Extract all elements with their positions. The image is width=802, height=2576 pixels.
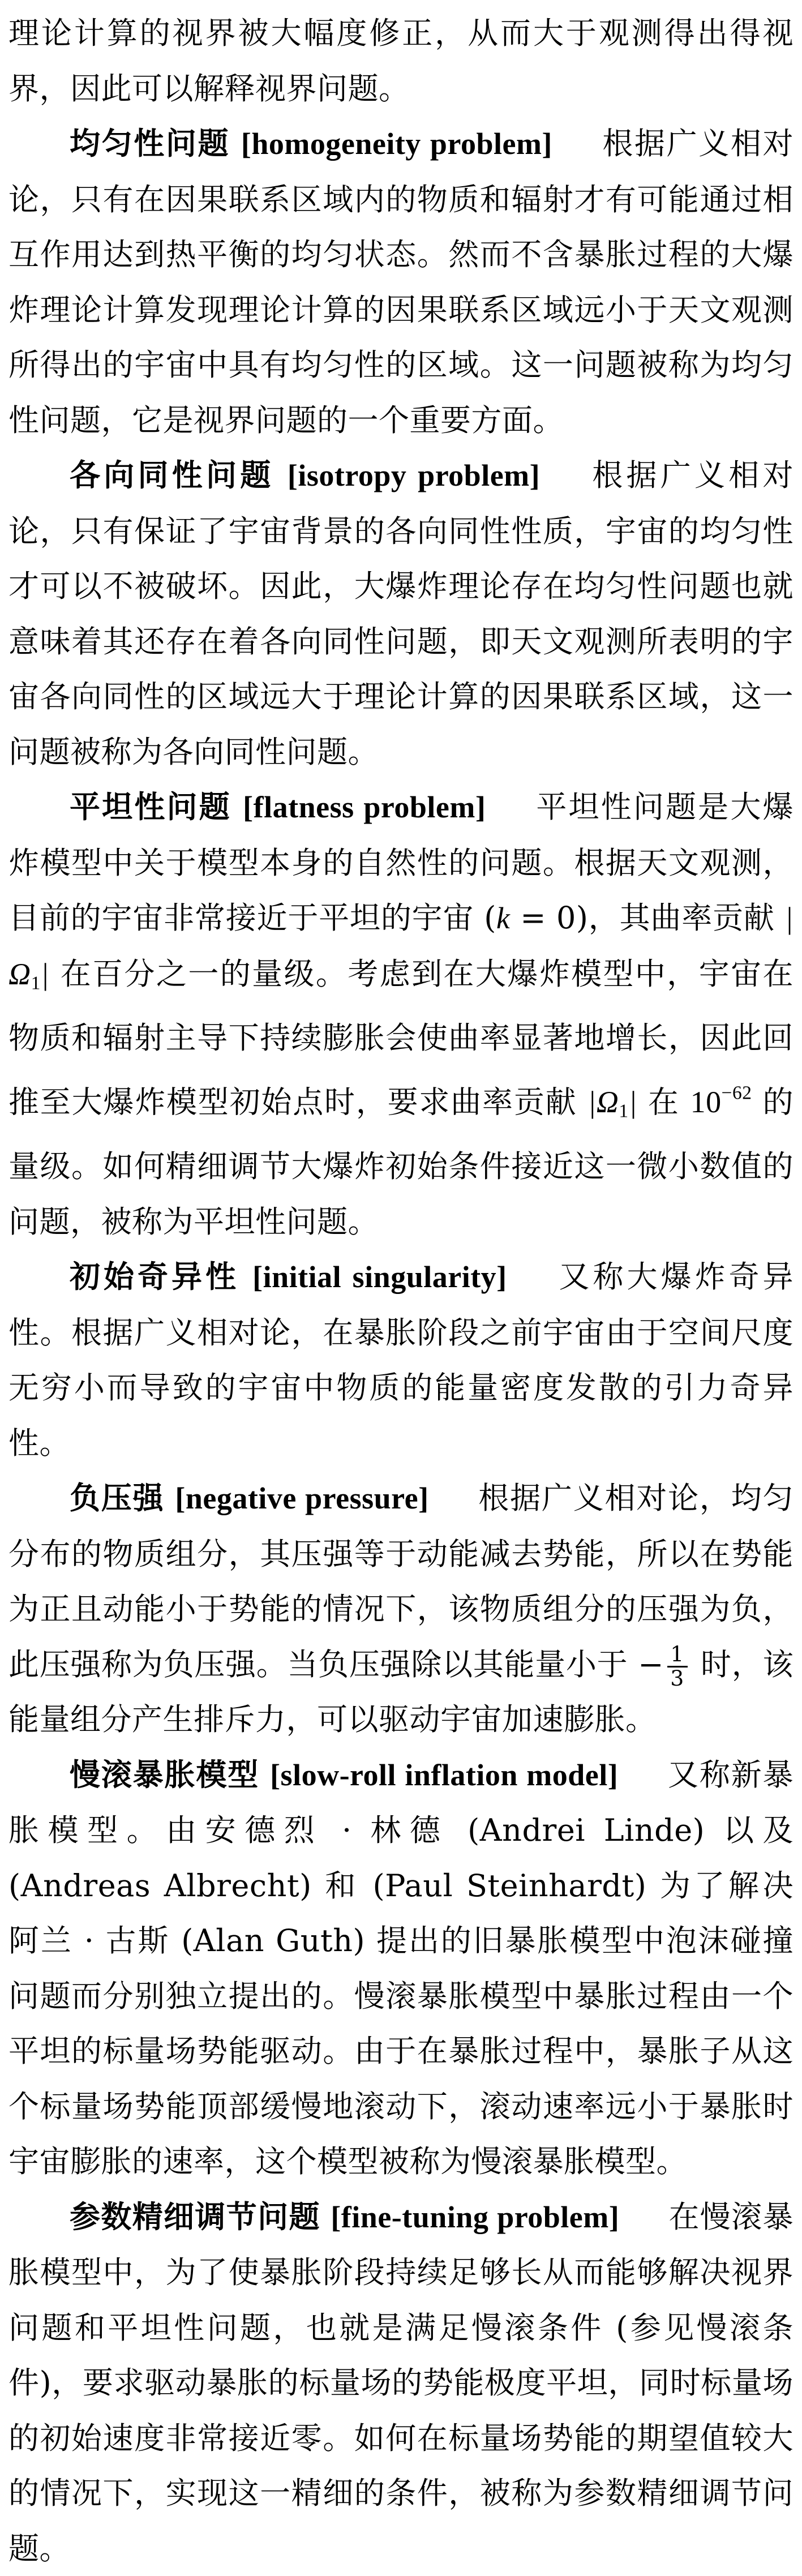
entry-slow-roll bbox=[8, 1747, 794, 2189]
entry-term-en: [fine-tuning problem] bbox=[331, 2200, 620, 2234]
entry-term-en: [initial singularity] bbox=[252, 1260, 507, 1295]
entry-body-part: 在百分之一的量级。考虑到在大爆炸模型中，宇宙在物质和辐射主导下持续膨胀会使曲率显著地增长，因此回推至大爆炸模型初始点时，要求曲率贡献 bbox=[8, 955, 794, 1120]
entry-initial-singularity bbox=[8, 1249, 794, 1471]
entry-term: 负压强 bbox=[70, 1480, 165, 1516]
intro-text: 理论计算的视界被大幅度修正，从而大于观测得出得视界，因此可以解释视界问题。 bbox=[8, 15, 794, 106]
entry-term-en: [isotropy problem] bbox=[287, 458, 541, 492]
entry-body-part: 平坦性问题是大爆炸模型中关于模型本身的自然性的问题。根据天文观测，目前的宇宙非常接近于平坦的宇宙 ( bbox=[8, 789, 794, 936]
entry-term: 均匀性问题 bbox=[70, 126, 230, 161]
entry-body-part: 的量级。如何精细调节大爆炸初始条件接近这一微小数值的问题，被称为平坦性问题。 bbox=[8, 1084, 794, 1240]
entry-term-en: [flatness problem] bbox=[243, 790, 486, 824]
entry-body-part: 在 bbox=[637, 1084, 691, 1120]
math-power: $10^{-62}$ bbox=[690, 1082, 752, 1120]
entry-term: 初始奇异性 bbox=[70, 1259, 239, 1295]
entry-body: 又称大爆炸奇异性。根据广义相对论，在暴胀阶段之前宇宙由于空间尺度无穷小而导致的宇宙中物质的能量密度发散的引力奇异性。 bbox=[8, 1259, 794, 1461]
entry-body-part: = 0)，其曲率贡献 bbox=[510, 900, 785, 936]
entry-term-en: [homogeneity problem] bbox=[241, 127, 552, 161]
entry-body: 根据广义相对论，只有保证了宇宙背景的各向同性性质，宇宙的均匀性才可以不被破坏。因此，大爆炸理论存在均匀性问题也就意味着其还存在着各向同性问题，即天文观测所表明的宇宙各向同性的区域远大于理论计算的因果联系区域，这一问题被称为各向同性问题。 bbox=[8, 457, 794, 770]
entry-body: 根据广义相对论，只有在因果联系区域内的物质和辐射才有可能通过相互作用达到热平衡的均匀状态。然而不含暴胀过程的大爆炸理论计算发现理论计算的因果联系区域远小于天文观测所得出的宇宙中具有均匀性的区域。这一问题被称为均匀性问题，它是视界问题的一个重要方面。 bbox=[8, 126, 794, 438]
entry-term: 平坦性问题 bbox=[70, 789, 231, 825]
entry-fine-tuning bbox=[8, 2189, 794, 2576]
entry-term-en: [slow-roll inflation model] bbox=[270, 1758, 619, 1792]
entry-term: 慢滚暴胀模型 bbox=[70, 1756, 260, 1793]
entry-isotropy bbox=[8, 448, 794, 779]
entry-negative-pressure bbox=[8, 1471, 794, 1747]
entry-body-part: 时，该能量组分产生排斥力，可以驱动宇宙加速膨胀。 bbox=[8, 1646, 794, 1738]
entry-flatness bbox=[8, 779, 794, 1249]
math-omega: $|\Omega_1|$ bbox=[8, 901, 794, 993]
entry-term: 各向同性问题 bbox=[70, 457, 275, 493]
entry-body-part: 根据广义相对论，均匀分布的物质组分，其压强等于动能减去势能，所以在势能为正且动能小于势能的情况下，该物质组分的压强为负，此压强称为负压强。当负压强除以其能量小于 − bbox=[8, 1480, 794, 1682]
entry-term-en: [negative pressure] bbox=[175, 1481, 429, 1516]
math-fraction: $\frac{1}{3}$ bbox=[667, 1643, 688, 1690]
intro-paragraph bbox=[8, 6, 794, 116]
entry-body: 在慢滚暴胀模型中，为了使暴胀阶段持续足够长从而能够解决视界问题和平坦性问题，也就是满足慢滚条件 (参见慢滚条件)，要求驱动暴胀的标量场的势能极度平坦，同时标量场的初始速度非常接近零。如何在标量场势能的期望值较大的情况下，实现这一精细的条件，被称为参数精细调节问题。 bbox=[8, 2198, 794, 2566]
entry-term: 参数精细调节问题 bbox=[70, 2198, 320, 2235]
entry-body: 又称新暴胀模型。由安德烈 · 林德 (Andrei Linde) 以及 (Andreas Albrecht) 和 (Paul Steinhardt) 为了解决阿兰 · 古斯 (Alan Guth) 提出的旧暴胀模型中泡沫碰撞问题而分别独立提出的。慢滚暴胀模型中暴胀过程由一个平坦的标量场势能驱动。由于在暴胀过程中，暴胀子从这个标量场势能顶部缓慢地滚动下，滚动速率远小于暴胀时宇宙膨胀的速率，这个模型被称为慢滚暴胀模型。 bbox=[8, 1756, 794, 2180]
math-k: k bbox=[496, 901, 511, 935]
math-omega: $|\Omega_1|$ bbox=[587, 1085, 637, 1122]
entry-homogeneity bbox=[8, 116, 794, 448]
